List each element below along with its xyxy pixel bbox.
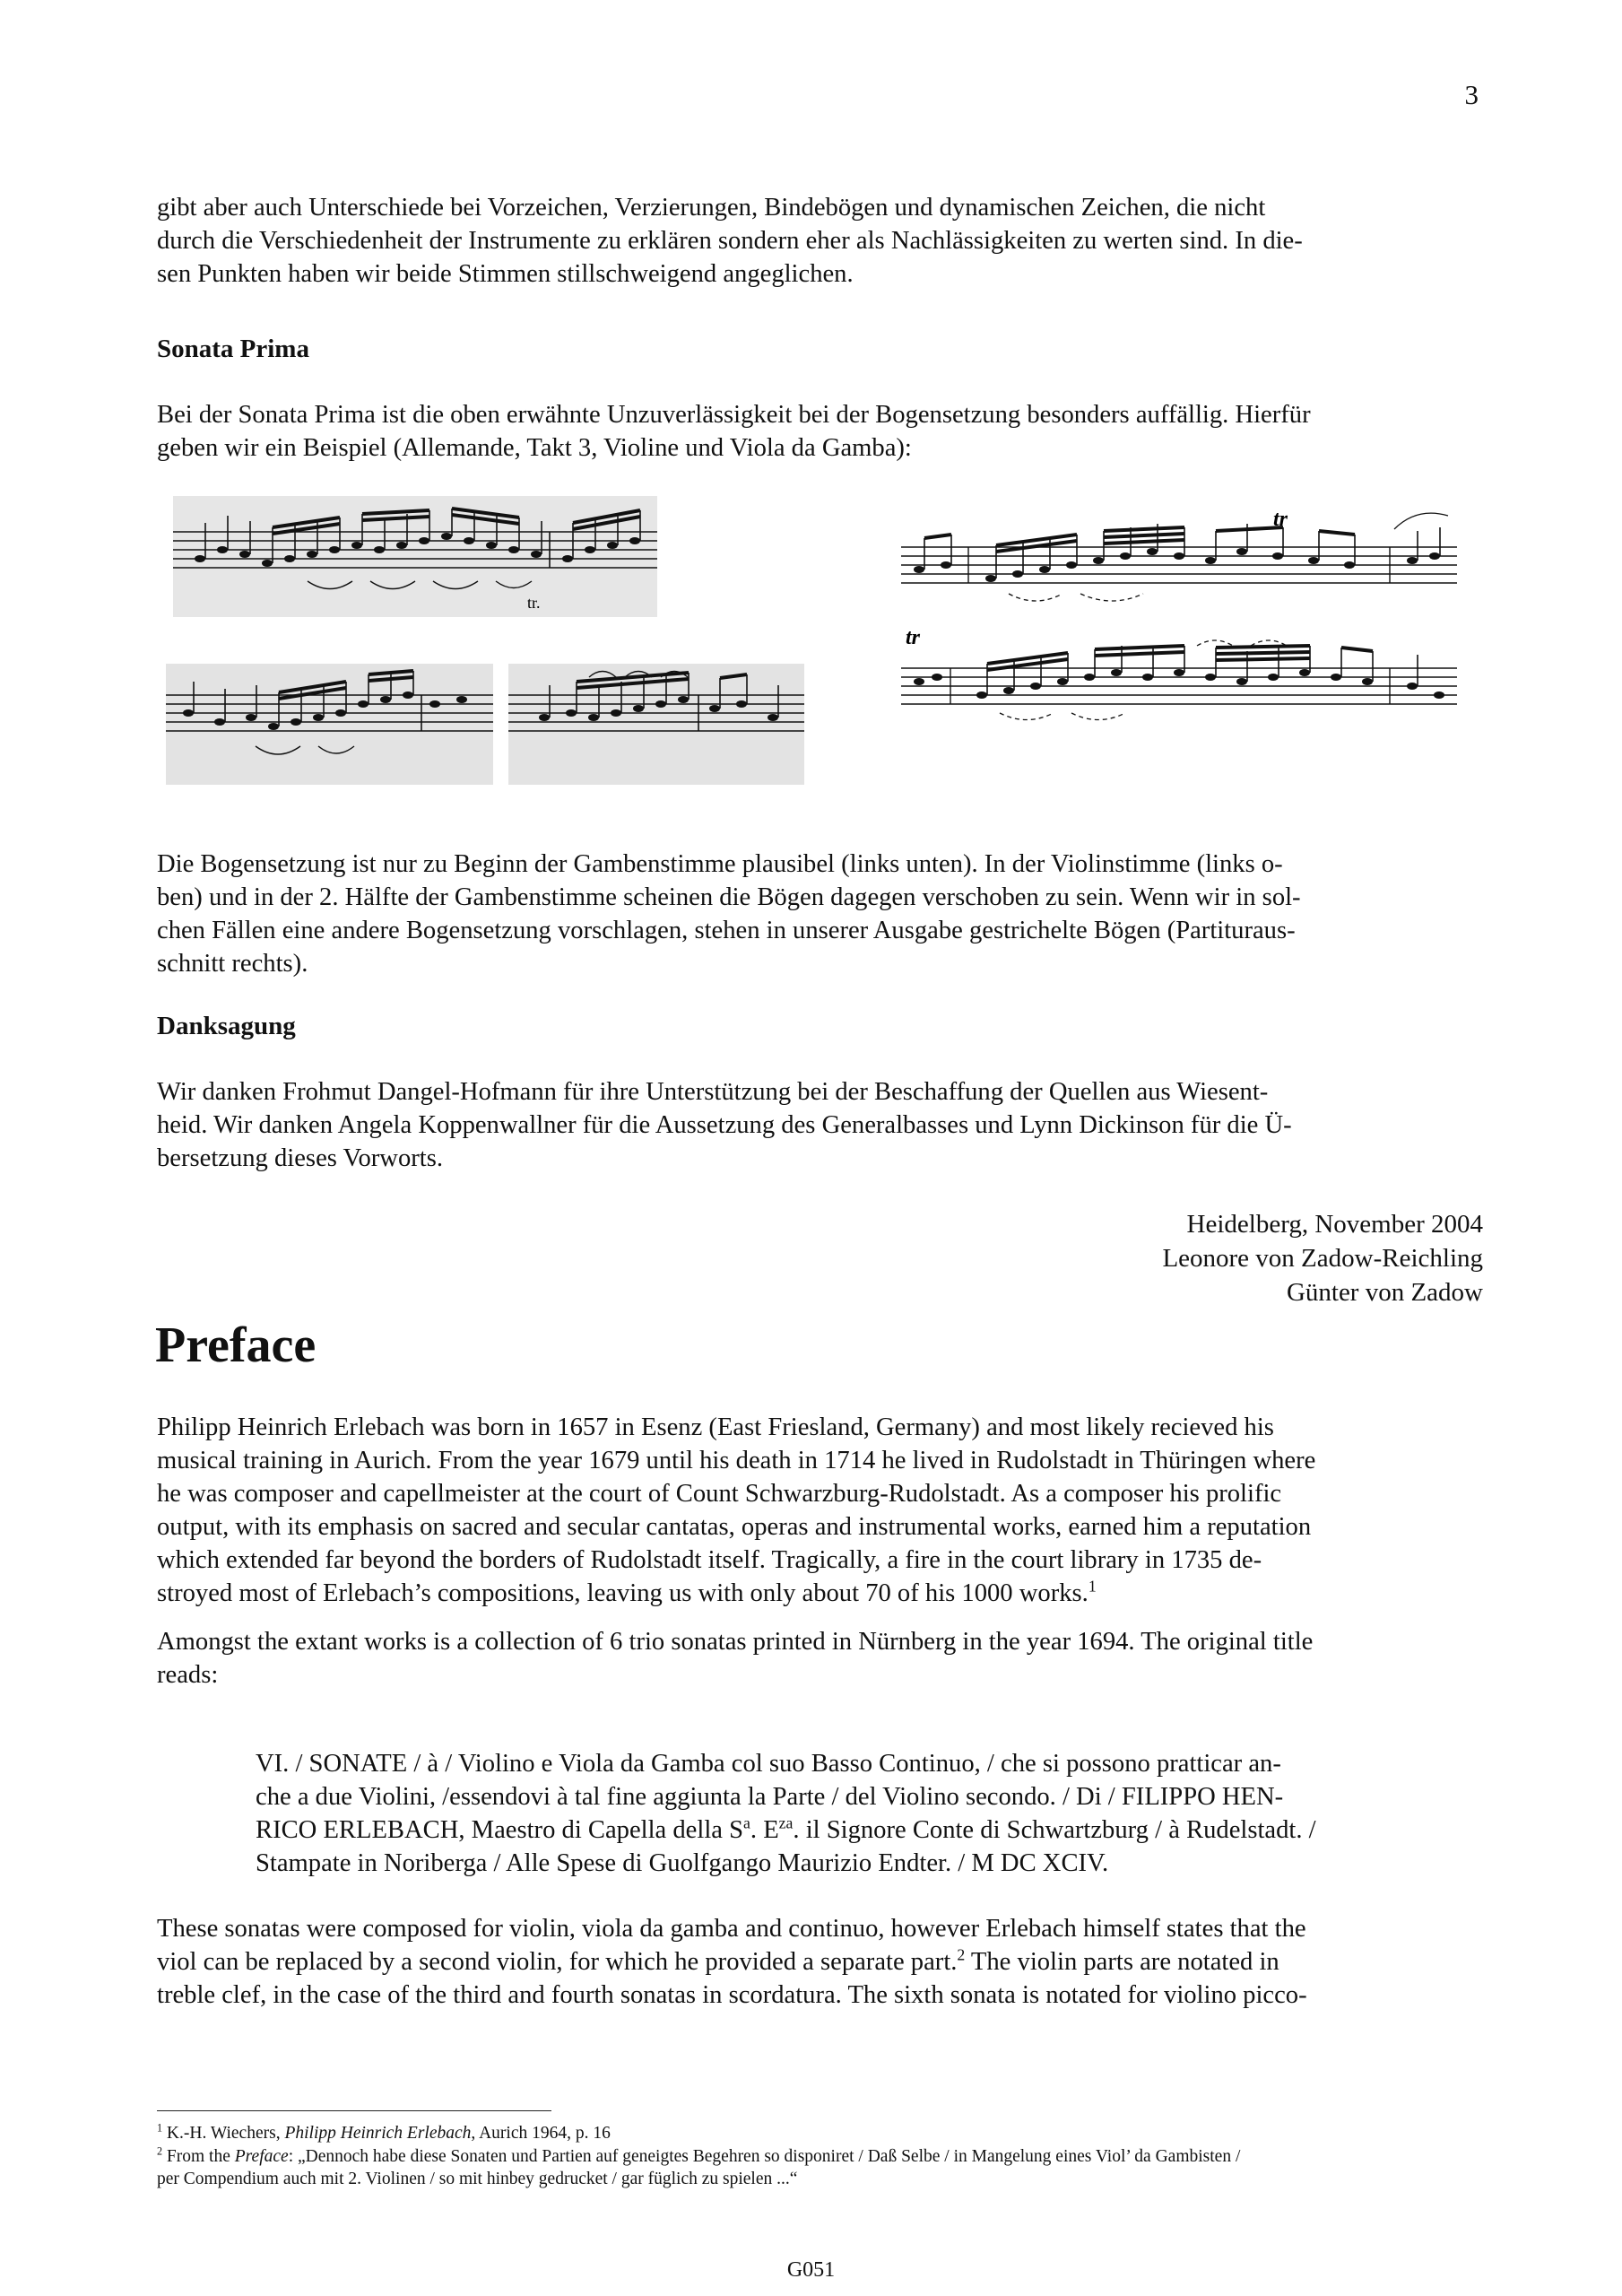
text-line: These sonatas were composed for violin, viola da gamba and continuo, however Erlebach himself states that the [157, 1915, 1306, 1943]
text-line: schnitt rechts). [157, 950, 308, 978]
footnote-2: $^2$ From the Preface: „Dennoch habe diese Sonaten und Partien auf geneigtes Begehren so disponiret / Daß Selbe / in Mangelung eines Viol’ da Gambisten / per Compendium auch mit 2. Violinen / so mit hinbey gedrucket / gar füglich zu spielen ...“ [157, 2144, 1241, 2188]
text-line: Bei der Sonata Prima ist die oben erwähnte Unzuverlässigkeit bei der Bogensetzung besonders auffällig. Hierfür [157, 401, 1311, 429]
preface-title: Preface [155, 1318, 317, 1373]
text-line: VI. / SONATE / à / Violino e Viola da Gamba col suo Basso Continuo, / che si possono pratticar an- [256, 1750, 1281, 1778]
text-line: sen Punkten haben wir beide Stimmen stillschweigend angeglichen. [157, 260, 854, 288]
text-line: geben wir ein Beispiel (Allemande, Takt 3, Violine und Viola da Gamba): [157, 434, 912, 462]
text-line: heid. Wir danken Angela Koppenwallner für die Aussetzung des Generalbasses und Lynn Dickinson für die Ü- [157, 1111, 1292, 1139]
danksagung-paragraph [157, 1075, 1484, 1175]
music-example-modern-score [901, 511, 1457, 735]
text-line: treble clef, in the case of the third and fourth sonatas in scordatura. The sixth sonata is notated for violino picco- [157, 1981, 1307, 2009]
text-line: Stampate in Noriberga / Alle Spese di Guolfgango Maurizio Endter. / M DC XCIV. [256, 1849, 1109, 1877]
signature-block [1162, 1207, 1483, 1309]
text-line: stroyed most of Erlebach’s compositions, leaving us with only about 70 of his 1000 works.$^1$ [157, 1577, 1097, 1607]
preface-paragraph-3 [157, 1912, 1484, 2012]
text-line: che a due Violini, /essendovi à tal fine aggiunta la Parte / del Violino secondo. / Di / FILIPPO HEN- [256, 1783, 1284, 1811]
text-line: chen Fällen eine andere Bogensetzung vorschlagen, stehen in unserer Ausgabe gestrichelte Bögen (Partituraus- [157, 917, 1296, 944]
footnote-divider [157, 2110, 551, 2111]
text-line: which extended far beyond the borders of Rudolstadt itself. Tragically, a fire in the court library in 1735 de- [157, 1546, 1262, 1574]
trill-mark: tr [906, 626, 921, 649]
music-example-gamba-2 [508, 664, 804, 785]
signature-author: Günter von Zadow [1286, 1278, 1483, 1307]
footer-code: G051 [786, 2258, 836, 2282]
original-title-quote [256, 1747, 1484, 1880]
text-line: durch die Verschiedenheit der Instrumente zu erklären sondern eher als Nachlässigkeiten zu werten sind. In die- [157, 227, 1303, 255]
text-line: Die Bogensetzung ist nur zu Beginn der Gambenstimme plausibel (links unten). In der Violinstimme (links o- [157, 850, 1283, 878]
text-line: Amongst the extant works is a collection of 6 trio sonatas printed in Nürnberg in the year 1694. The original title [157, 1628, 1314, 1656]
trill-mark: tr [1273, 511, 1288, 531]
page-number: 3 [1464, 79, 1479, 110]
preface-paragraph-1 [157, 1411, 1484, 1610]
intro-paragraph [157, 191, 1484, 291]
text-line: musical training in Aurich. From the year 1679 until his death in 1714 he lived in Rudolstadt in Thüringen where [157, 1447, 1316, 1474]
footnote-ref: 2 [957, 1945, 966, 1964]
footnote-ref: 1 [1088, 1577, 1097, 1596]
text-line: ben) und in der 2. Hälfte der Gambenstimme scheinen die Bögen dagegen verschoben zu sein. Wenn wir in sol- [157, 883, 1301, 911]
text-line: he was composer and capellmeister at the court of Count Schwarzburg-Rudolstadt. As a composer his prolific [157, 1480, 1282, 1508]
sonata-prima-explanation [157, 848, 1484, 980]
footnote-1: $^1$ K.-H. Wiechers, Philipp Heinrich Erlebach, Aurich 1964, p. 16 [157, 2121, 611, 2143]
text-line: Wir danken Frohmut Dangel-Hofmann für ihre Unterstützung bei der Beschaffung der Quellen aus Wiesent- [157, 1078, 1269, 1106]
text-line: output, with its emphasis on sacred and secular cantatas, operas and instrumental works, earned him a reputation [157, 1513, 1312, 1541]
text-line: bersetzung dieses Vorworts. [157, 1144, 443, 1172]
music-example-violin [173, 496, 657, 617]
section-heading-danksagung: Danksagung [157, 1012, 296, 1040]
signature-author: Leonore von Zadow-Reichling [1162, 1244, 1483, 1273]
text-line: reads: [157, 1661, 219, 1689]
text-line: gibt aber auch Unterschiede bei Vorzeichen, Verzierungen, Bindebögen und dynamischen Zeichen, die nicht [157, 194, 1266, 222]
sonata-prima-paragraph [157, 398, 1484, 465]
text-line: Philipp Heinrich Erlebach was born in 1657 in Esenz (East Friesland, Germany) and most likely recieved his [157, 1413, 1274, 1441]
music-example-gamba-1 [166, 664, 493, 785]
signature-date: Heidelberg, November 2004 [1186, 1210, 1483, 1239]
section-heading-sonata-prima: Sonata Prima [157, 335, 309, 363]
text-line: viol can be replaced by a second violin, for which he provided a separate part.$^2$ The violin parts are notated in [157, 1945, 1279, 1976]
text-line: RICO ERLEBACH, Maestro di Capella della $S^a$. $E^{za}$. il Signore Conte di Schwartzburg / à Rudelstadt. / [256, 1813, 1316, 1844]
trill-mark: tr. [527, 594, 541, 612]
preface-paragraph-2 [157, 1625, 1484, 1692]
